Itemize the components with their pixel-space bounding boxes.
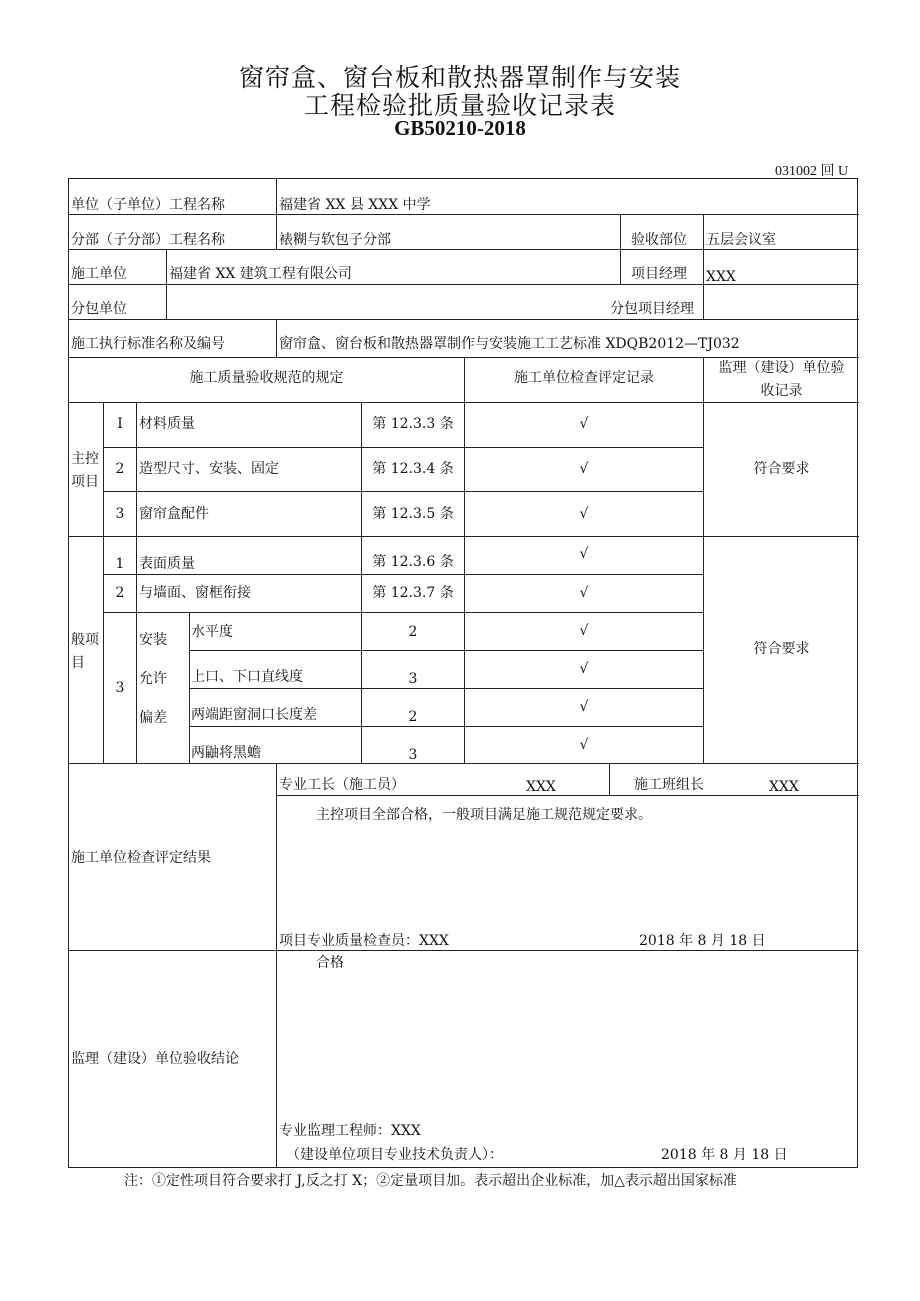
form-code: 031002 回 U <box>775 164 849 179</box>
supervision-column-header-line2: 收记录 <box>760 383 803 399</box>
construction-unit-value: 福建省 XX 建筑工程有限公司 <box>169 266 352 282</box>
team-leader-label: 施工班组长 <box>634 777 704 793</box>
main-item-clause: 第 12.3.4 条 <box>372 461 454 477</box>
main-item-clause: 第 12.3.5 条 <box>372 506 454 522</box>
main-item-name: 造型尺寸、安装、固定 <box>139 461 279 477</box>
tolerance-label-line2: 允许 <box>139 671 167 687</box>
main-item-no: I <box>117 416 123 432</box>
tolerance-value: 3 <box>408 747 418 763</box>
tolerance-value: 2 <box>408 709 418 725</box>
main-item-no: 3 <box>115 506 125 522</box>
foreman-label: 专业工长（施工员） <box>279 777 405 793</box>
tolerance-value: 3 <box>408 671 418 687</box>
acceptance-part-value: 五层会议室 <box>706 232 776 248</box>
main-control-label-line2: 项目 <box>71 474 99 490</box>
standard-value: 窗帘盒、窗台板和散热器罩制作与安装施工工艺标准 XDQB2012—TJ032 <box>279 336 740 352</box>
supervision-conclusion: 合格 <box>316 955 344 971</box>
general-item-no: 2 <box>115 585 125 601</box>
owner-technical-lead: （建设单位项目专业技术负责人）： <box>286 1147 503 1163</box>
tolerance-check: √ <box>579 737 589 753</box>
general-label-line1: 般项 <box>71 632 99 648</box>
tolerance-check: √ <box>579 661 589 677</box>
inspection-form-table <box>68 178 858 1168</box>
form-title-line2: 工程检验批质量验收记录表 <box>303 91 616 120</box>
main-item-name: 材料质量 <box>139 416 195 432</box>
supervision-column-header-line1: 监理（建设）单位验 <box>718 360 845 376</box>
main-item-check: √ <box>579 461 589 477</box>
general-item-check: √ <box>579 546 589 562</box>
supervision-result-date: 2018 年 8 月 18 日 <box>661 1147 788 1163</box>
main-item-check: √ <box>579 416 589 432</box>
project-manager-value: XXX <box>706 269 736 285</box>
team-leader-value: XXX <box>769 779 799 795</box>
foreman-value: XXX <box>526 779 556 795</box>
spec-column-header: 施工质量验收规范的规定 <box>189 370 344 386</box>
supervision-result-label: 监理（建设）单位验收结论 <box>71 1051 239 1067</box>
tolerance-name: 两端距窗洞口长度差 <box>191 707 317 723</box>
main-control-result: 符合要求 <box>753 461 810 477</box>
tolerance-name: 上口、下口直线度 <box>191 669 303 685</box>
tolerance-check: √ <box>579 699 589 715</box>
construction-conclusion: 主控项目全部合格，一般项目满足施工规范规定要求。 <box>316 807 652 823</box>
general-result: 符合要求 <box>753 641 810 657</box>
project-manager-label: 项目经理 <box>631 266 687 282</box>
tolerance-value: 2 <box>408 624 418 640</box>
tolerance-name: 水平度 <box>191 624 233 640</box>
general-item-clause: 第 12.3.6 条 <box>372 554 454 570</box>
subcontract-manager-label: 分包项目经理 <box>610 301 694 317</box>
sub-project-label: 分部（子分部）工程名称 <box>71 232 225 248</box>
tolerance-label-line3: 偏差 <box>139 710 167 726</box>
main-item-name: 窗帘盒配件 <box>139 506 209 522</box>
acceptance-part-label: 验收部位 <box>631 232 687 248</box>
tolerance-label-line1: 安装 <box>139 632 167 648</box>
unit-project-label: 单位（子单位）工程名称 <box>71 197 225 213</box>
general-item-name: 表面质量 <box>139 556 195 572</box>
construction-result-date: 2018 年 8 月 18 日 <box>639 933 766 949</box>
general-item-clause: 第 12.3.7 条 <box>372 585 454 601</box>
construction-result-label: 施工单位检查评定结果 <box>71 850 211 866</box>
tolerance-name: 两鼬将黑蟾 <box>191 745 261 761</box>
sub-project-value: 裱糊与软包子分部 <box>279 232 391 248</box>
quality-inspector: 项目专业质量检查员：XXX <box>279 933 449 949</box>
form-title-line1: 窗帘盒、窗台板和散热器罩制作与安装 <box>238 63 681 92</box>
check-record-column-header: 施工单位检查评定记录 <box>514 370 654 386</box>
supervision-engineer: 专业监理工程师：XXX <box>279 1123 421 1139</box>
main-item-clause: 第 12.3.3 条 <box>372 416 454 432</box>
tolerance-item-no: 3 <box>115 680 125 696</box>
footnote: 注：①定性项目符合要求打 J,反之打 X；②定量项目加。表示超出企业标准，加△表示超出国家标准 <box>124 1173 737 1189</box>
general-item-no: 1 <box>115 556 125 572</box>
tolerance-check: √ <box>579 623 589 639</box>
unit-project-value: 福建省 XX 县 XXX 中学 <box>279 197 431 213</box>
standard-code-title: GB50210-2018 <box>394 116 526 140</box>
main-item-check: √ <box>579 506 589 522</box>
main-item-no: 2 <box>115 461 125 477</box>
general-item-name: 与墙面、窗框衔接 <box>139 585 251 601</box>
general-item-check: √ <box>579 585 589 601</box>
construction-unit-label: 施工单位 <box>71 266 127 282</box>
standard-label: 施工执行标准名称及编号 <box>71 336 225 352</box>
main-control-label-line1: 主控 <box>71 451 99 467</box>
general-label-line2: 目 <box>71 655 85 671</box>
subcontract-unit-label: 分包单位 <box>71 301 127 317</box>
